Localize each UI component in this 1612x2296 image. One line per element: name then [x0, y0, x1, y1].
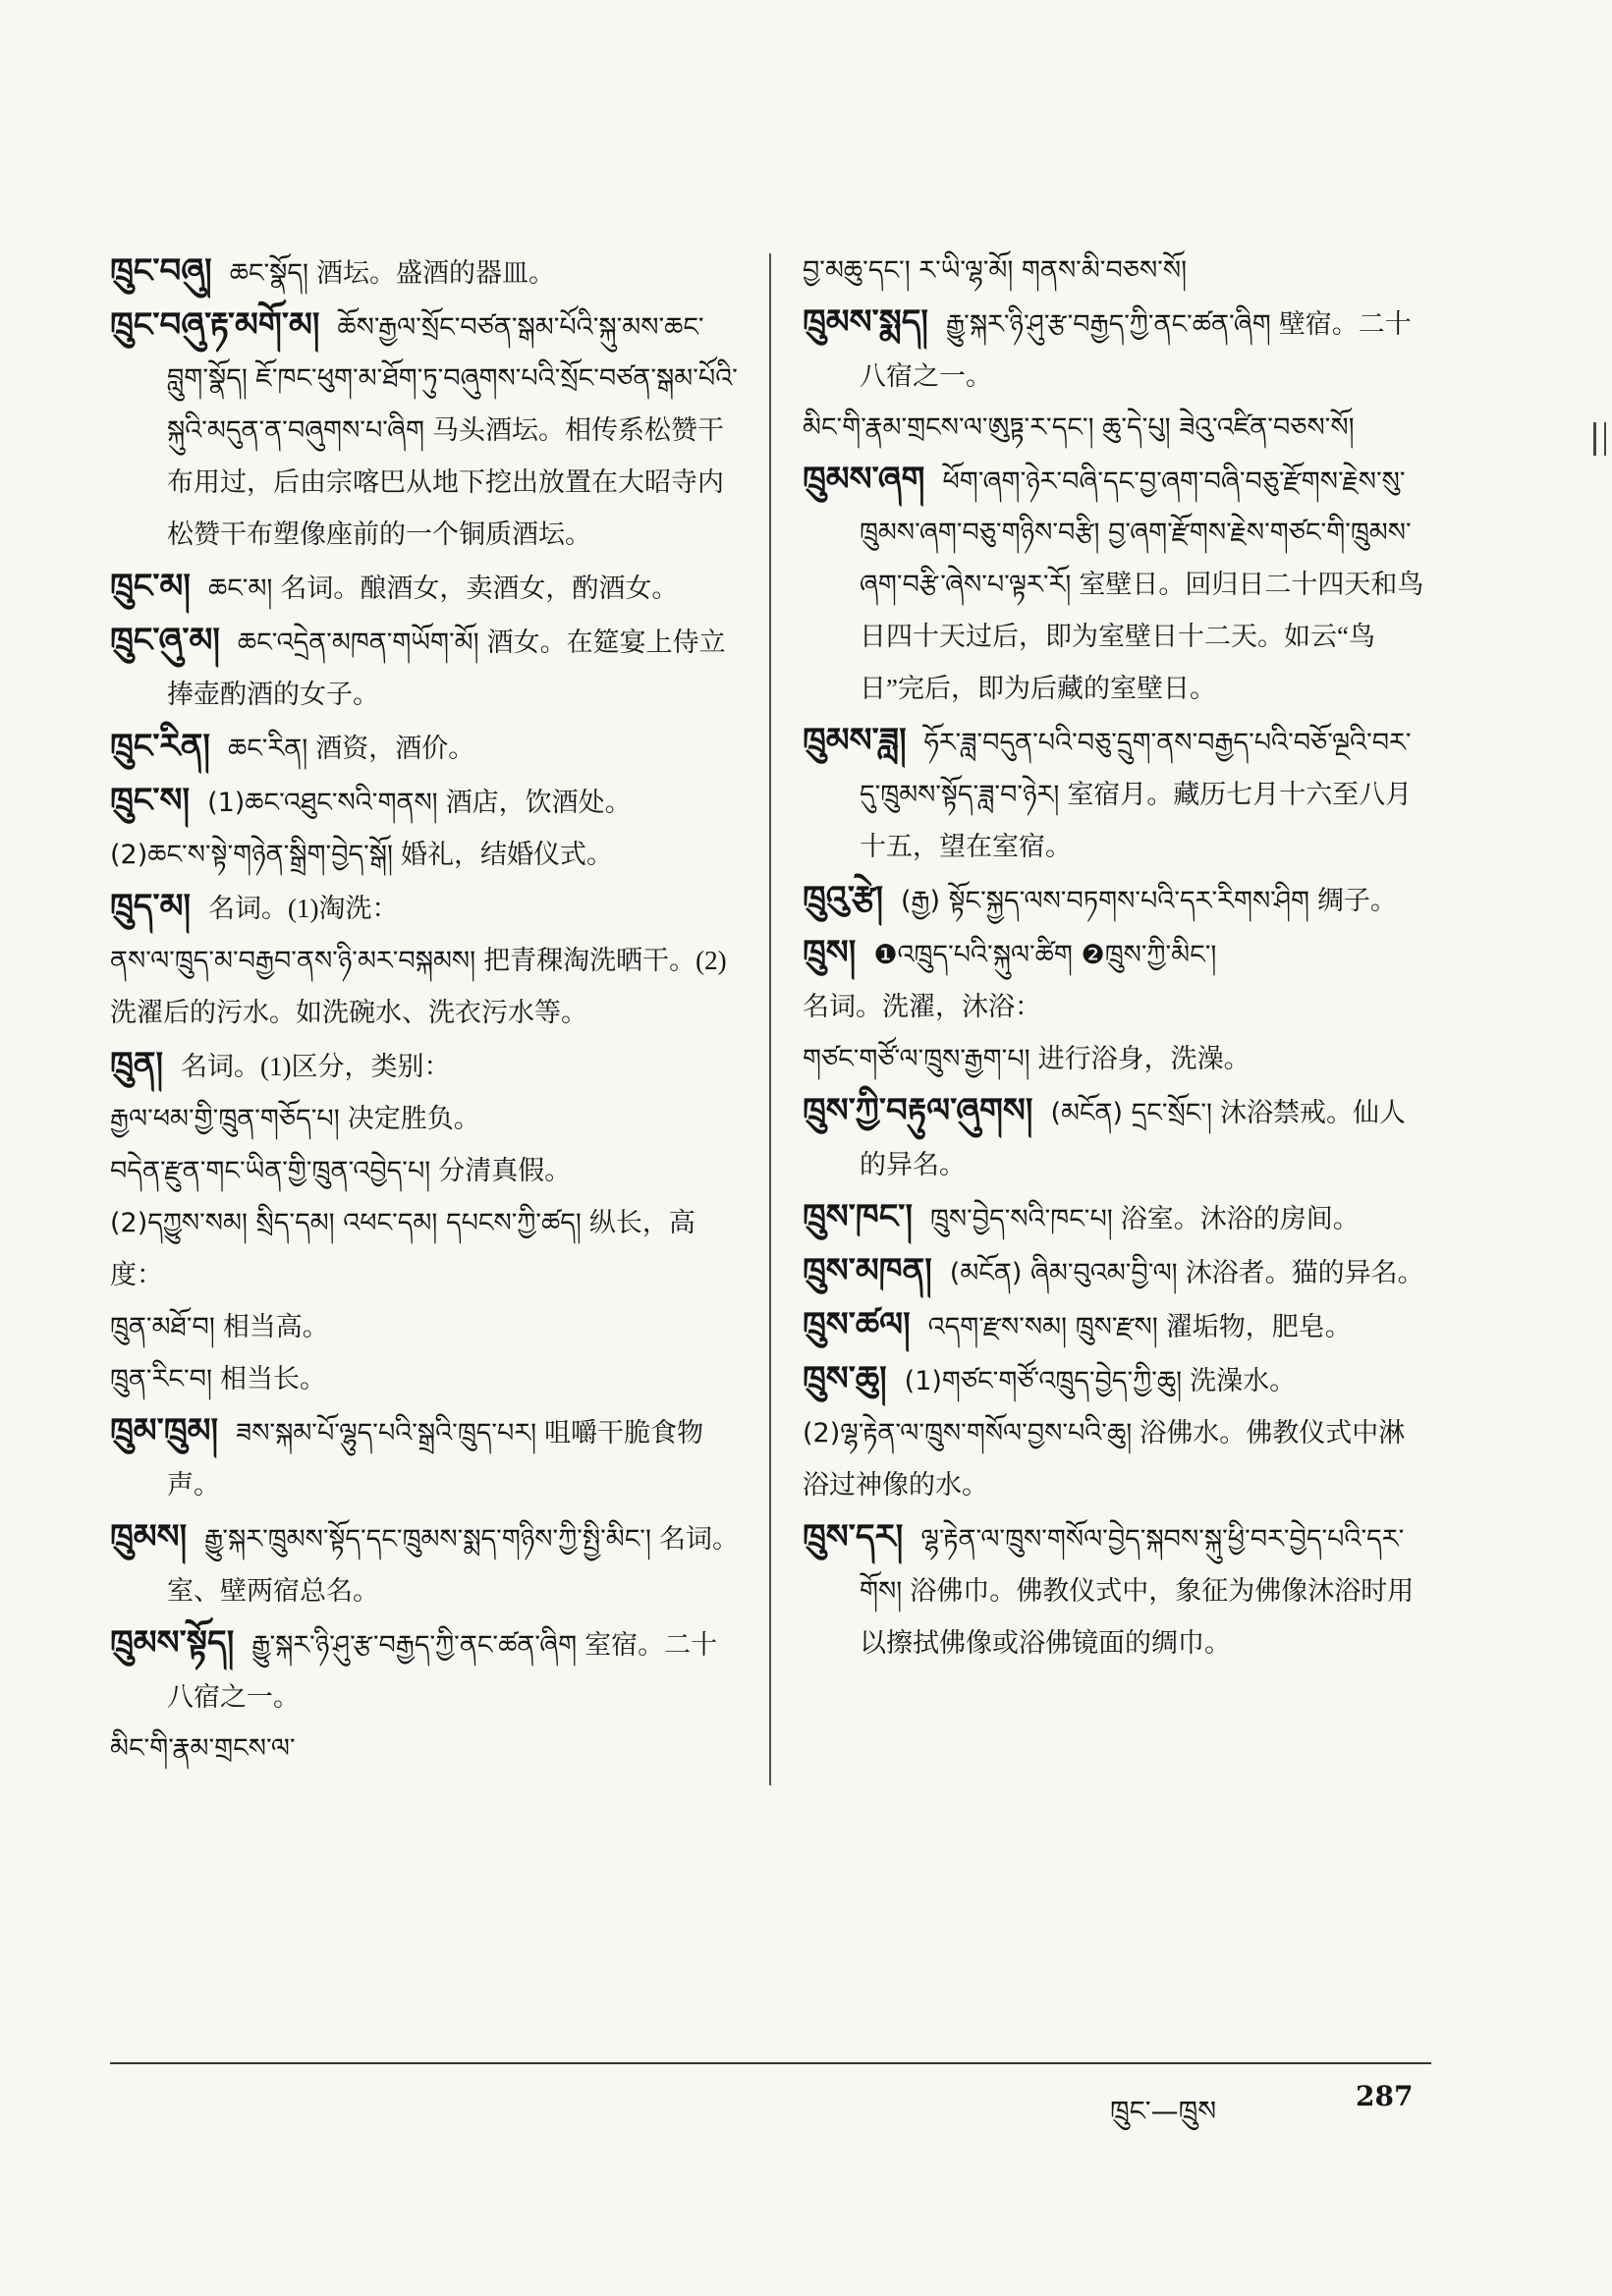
- entry-continuation: [803, 981, 1431, 1033]
- chinese-definition: 绸子。: [1317, 886, 1398, 915]
- headword: ཁྲུས་ཁང་།: [803, 1197, 913, 1236]
- tibetan-definition: (1)ཆང་འཐུང་སའི་གནས།: [207, 788, 438, 818]
- chinese-definition: 把青稞淘洗晒干。(2)洗濯后的污水。如洗碗水、洗衣污水等。: [110, 946, 727, 1027]
- chinese-definition: 酒店，饮酒处。: [445, 788, 632, 817]
- scan-edge-mark: [1593, 422, 1606, 456]
- page-number: 287: [1356, 2080, 1414, 2112]
- tibetan-definition: མིང་གི་རྣམ་གྲངས་ལ་: [110, 1733, 296, 1764]
- headword: ཁྲུམས་སྟོད།: [110, 1623, 235, 1663]
- tibetan-definition: བདེན་རྫུན་གང་ཡིན་གྱི་ཁྲུན་འབྱེད་པ།: [110, 1156, 431, 1186]
- tibetan-definition: ཁྲུས་བྱེད་སའི་ཁང་པ།: [930, 1204, 1113, 1234]
- tibetan-definition: (མངོན) ཞིམ་བུའམ་བྱི་ལ།: [949, 1258, 1178, 1288]
- running-head: ཁྲུང་—ཁྲུས: [1110, 2095, 1217, 2127]
- dictionary-entry: [803, 1353, 1431, 1407]
- chinese-definition: 分清真假。: [438, 1156, 572, 1185]
- headword: ཁྲུམས་ཞག: [803, 460, 925, 499]
- dictionary-entry: [803, 927, 1431, 981]
- chinese-definition: 浴佛水。佛教仪式中淋浴过神像的水。: [803, 1418, 1406, 1500]
- entry-continuation: [110, 1723, 739, 1775]
- dictionary-entry: [803, 1299, 1431, 1353]
- headword: ཁྲུས་ཀྱི་བརྟུལ་ཞུགས།: [803, 1091, 1033, 1130]
- headword: ཁྲུང་ཞུ་མ།: [110, 621, 220, 660]
- headword: ཁྲུང་རིན།: [110, 727, 210, 766]
- entry-continuation: [110, 1197, 739, 1301]
- chinese-definition: 浴佛巾。佛教仪式中，象征为佛像沐浴时用以擦拭佛像或浴佛镜面的绸巾。: [860, 1576, 1415, 1658]
- dictionary-entry: [110, 1039, 739, 1093]
- tibetan-definition: རྒྱུ་སྐར་ཉི་ཤུ་རྩ་བརྒྱད་ཀྱི་ནང་ཚན་ཞིག: [945, 309, 1271, 340]
- dictionary-entry: [803, 1191, 1431, 1245]
- entry-continuation: [803, 246, 1431, 297]
- entry-continuation: [110, 1145, 739, 1197]
- headword: ཁྲུང་བཞུ་རྟ་མགོ་མ།: [110, 305, 320, 345]
- tibetan-definition: མིང་གི་རྣམ་གྲངས་ལ་ཨུཏྟ་ར་དང་། ཆུ་དེ་པུ། ཟེའུ་འཛིན་བཅས་སོ།: [803, 412, 1355, 443]
- headword: ཁྲུས་ཆུ།: [803, 1359, 887, 1398]
- tibetan-definition: (མངོན) དྲང་སྲོང་།: [1050, 1098, 1212, 1128]
- chinese-definition: 酒资，酒价。: [315, 734, 475, 763]
- tibetan-definition: ཟས་སྐམ་པོ་ལྷུད་པའི་སྒྲའི་ཁྲུད་པར།: [236, 1418, 537, 1449]
- tibetan-definition: རྒྱལ་ཕམ་གྱི་ཁྲུན་གཅོད་པ།: [110, 1104, 340, 1134]
- chinese-definition: 洗澡水。: [1190, 1366, 1297, 1395]
- tibetan-definition: ཕོག་ཞག་ཉེར་བཞི་དང་བྱ་ཞག་བཞི་བཅུ་རྫོགས་རྗེས་སུ་ཁྲུམས་ཞག་བཅུ་གཉིས་བརྩི། བྱ་ཞག་རྫོགས་རྗེས་གཙང་གི་ཁྲུམས་ཞག་བརྩི་ཞེས་པ་ལྟར་རོ།: [860, 466, 1412, 600]
- entry-continuation: [110, 1093, 739, 1145]
- chinese-definition: 婚礼，结婚仪式。: [401, 840, 614, 869]
- headword: ཁྲུས་མཁན།: [803, 1251, 932, 1290]
- headword: ཁྲུམས་ཟླ།: [803, 721, 907, 760]
- chinese-definition: 决定胜负。: [347, 1104, 480, 1133]
- headword: ཁྲུམས་སྨད།: [803, 302, 928, 342]
- chinese-definition: 浴室。沐浴的房间。: [1120, 1204, 1360, 1233]
- column-divider: [769, 253, 771, 1785]
- dictionary-entry: [803, 297, 1431, 403]
- headword: ཁྲུང་མ།: [110, 567, 191, 606]
- chinese-definition: 名词。洗濯，沐浴：: [803, 992, 1041, 1021]
- tibetan-definition: ཁྲུན་མཐོ་བ།: [110, 1312, 215, 1342]
- right-column: [803, 246, 1431, 1669]
- chinese-definition: 进行浴身，洗澡。: [1037, 1044, 1251, 1073]
- tibetan-definition: ཁྲུན་རིང་བ།: [110, 1364, 212, 1394]
- chinese-definition: 名词。室、壁两宿总名。: [167, 1524, 739, 1606]
- chinese-definition: 室宿。二十八宿之一。: [167, 1630, 718, 1712]
- dictionary-entry: [803, 1085, 1431, 1191]
- tibetan-definition: ❶འཁྲུད་པའི་སྐུལ་ཚིག ❷ཁྲུས་ཀྱི་མིང་།: [873, 940, 1217, 970]
- headword: ཁྲུས་ཚལ།: [803, 1305, 911, 1344]
- entry-continuation: [803, 403, 1431, 454]
- entry-continuation: [803, 1407, 1431, 1511]
- dictionary-entry: [110, 300, 739, 561]
- dictionary-entry: [803, 454, 1431, 715]
- chinese-definition: 酒女。在筵宴上侍立捧壶酌酒的女子。: [167, 628, 726, 709]
- dictionary-entry: [803, 1511, 1431, 1669]
- chinese-definition: 咀嚼干脆食物声。: [167, 1418, 704, 1500]
- tibetan-definition: (རྒྱ) སྟོང་སྐྱད་ལས་བཏགས་པའི་དར་རིགས་ཤིག: [901, 886, 1310, 916]
- tibetan-definition: ཆང་སྣོད།: [229, 258, 309, 289]
- dictionary-entry: [110, 561, 739, 615]
- footer-rule: [110, 2062, 1431, 2064]
- chinese-definition: 名词。酿酒女，卖酒女，酌酒女。: [280, 574, 679, 603]
- entry-continuation: [110, 1353, 739, 1405]
- chinese-definition: 酒坛。盛酒的器皿。: [316, 258, 556, 288]
- tibetan-definition: ཧོར་ཟླ་བདུན་པའི་བཅུ་དྲུག་ནས་བརྒྱད་པའི་བཅོ་ལྔའི་བར་དུ་ཁྲུམས་སྟོད་ཟླ་བ་ཉེར།: [860, 728, 1412, 810]
- dictionary-entry: [803, 1245, 1431, 1299]
- tibetan-definition: (1)གཙང་གཙོ་འཁྲུད་བྱེད་ཀྱི་ཆུ།: [904, 1366, 1183, 1396]
- tibetan-definition: (2)ལྷ་རྟེན་ལ་ཁྲུས་གསོལ་བྱས་པའི་ཆུ།: [803, 1418, 1133, 1449]
- dictionary-entry: [110, 246, 739, 300]
- tibetan-definition: ཆོས་རྒྱལ་སྲོང་བཙན་སྒམ་པོའི་སྐུ་མས་ཆང་བླུག་སྣོད། ཇོ་ཁང་ཕུག་མ་ཐོག་ཏུ་བཞུགས་པའི་སྲོང་བཙན་སྒམ་པོའི་སྐུའི་མདུན་ན་བཞུགས་པ་ཞིག: [167, 312, 738, 446]
- chinese-definition: 沐浴者。猫的异名。: [1185, 1258, 1424, 1287]
- tibetan-definition: གཙང་གཙོ་ལ་ཁྲུས་རྒྱག་པ།: [803, 1044, 1030, 1074]
- chinese-definition: 名词。(1)区分，类别：: [181, 1052, 451, 1081]
- chinese-definition: 室宿月。藏历七月十六至八月十五，望在室宿。: [860, 780, 1413, 861]
- tibetan-definition: རྒྱུ་སྐར་ཁྲུམས་སྟོད་དང་ཁྲུམས་སྨད་གཉིས་ཀྱི་སྤྱི་མིང་།: [204, 1524, 651, 1555]
- chinese-definition: 濯垢物，肥皂。: [1165, 1312, 1352, 1341]
- dictionary-entry: [110, 615, 739, 721]
- dictionary-entry: [110, 1511, 739, 1617]
- headword: ཁྲུང་བཞུ།: [110, 251, 212, 291]
- dictionary-entry: [803, 873, 1431, 927]
- tibetan-definition: ཆང་མ།: [207, 574, 273, 604]
- chinese-definition: 名词。(1)淘洗：: [208, 894, 399, 923]
- dictionary-entry: [110, 1405, 739, 1511]
- dictionary-entry: [110, 881, 739, 935]
- chinese-definition: 相当高。: [222, 1312, 329, 1341]
- headword: ཁྲུས།: [803, 933, 857, 972]
- tibetan-definition: འདག་རྫས་སམ། ཁྲུས་རྫས།: [927, 1312, 1158, 1342]
- entry-continuation: [803, 1033, 1431, 1085]
- entry-continuation: [110, 829, 739, 881]
- tibetan-definition: ལྷ་རྟེན་ལ་ཁྲུས་གསོལ་བྱེད་སྐབས་སྐུ་ཕྱི་བར་བྱེད་པའི་དར་གོས།: [860, 1524, 1405, 1607]
- chinese-definition: 沐浴禁戒。仙人的异名。: [860, 1098, 1406, 1179]
- headword: ཁྲུད་མ།: [110, 887, 192, 926]
- tibetan-definition: ཆང་འདྲེན་མཁན་གཡོག་མོ།: [237, 628, 479, 658]
- dictionary-entry: [110, 1617, 739, 1723]
- tibetan-definition: བྱ་མཆུ་དང་། ར་ཡི་ལྷ་མོ། གནས་མི་བཅས་སོ།: [803, 255, 1188, 286]
- dictionary-entry: [110, 775, 739, 829]
- tibetan-definition: རྒྱུ་སྐར་ཉི་ཤུ་རྩ་བརྒྱད་ཀྱི་ནང་ཚན་ཞིག: [251, 1630, 578, 1661]
- entry-continuation: [110, 1301, 739, 1353]
- tibetan-definition: (2)ཆང་ས་སྟེ་གཉེན་སྒྲིག་བྱེད་སྒོ།: [110, 840, 394, 870]
- tibetan-definition: (2)དཀྱུས་སམ། སྲིད་དམ། འཕང་དམ། དཔངས་ཀྱི་ཚད།: [110, 1208, 582, 1238]
- headword: ཁྲུམས།: [110, 1517, 188, 1557]
- chinese-definition: 纵长，高度：: [110, 1208, 695, 1289]
- left-column: [110, 246, 739, 1775]
- headword: ཁྲུས་དར།: [803, 1517, 904, 1557]
- chinese-definition: 壁宿。二十八宿之一。: [860, 309, 1412, 391]
- chinese-definition: 马头酒坛。相传系松赞干布用过，后由宗喀巴从地下挖出放置在大昭寺内松赞干布塑像座前的一个铜质酒坛。: [167, 415, 725, 549]
- headword: ཁྲུན།: [110, 1045, 164, 1084]
- headword: ཁྲུང་ས།: [110, 781, 191, 820]
- dictionary-entry: [803, 715, 1431, 873]
- dictionary-entry: [110, 721, 739, 775]
- headword: ཁྲུམ་ཁྲུམ།: [110, 1411, 219, 1450]
- entry-continuation: [110, 935, 739, 1039]
- headword: ཁྲུའུ་རྩེ།: [803, 879, 884, 918]
- tibetan-definition: ནས་ལ་ཁྲུད་མ་བརྒྱབ་ནས་ཉི་མར་བསྐམས།: [110, 946, 476, 976]
- chinese-definition: 室壁日。回归日二十四天和鸟日四十天过后，即为室壁日十二天。如云“鸟日”完后，即为后藏的室壁日。: [860, 570, 1424, 703]
- chinese-definition: 相当长。: [219, 1364, 326, 1394]
- tibetan-definition: ཆང་རིན།: [227, 734, 308, 764]
